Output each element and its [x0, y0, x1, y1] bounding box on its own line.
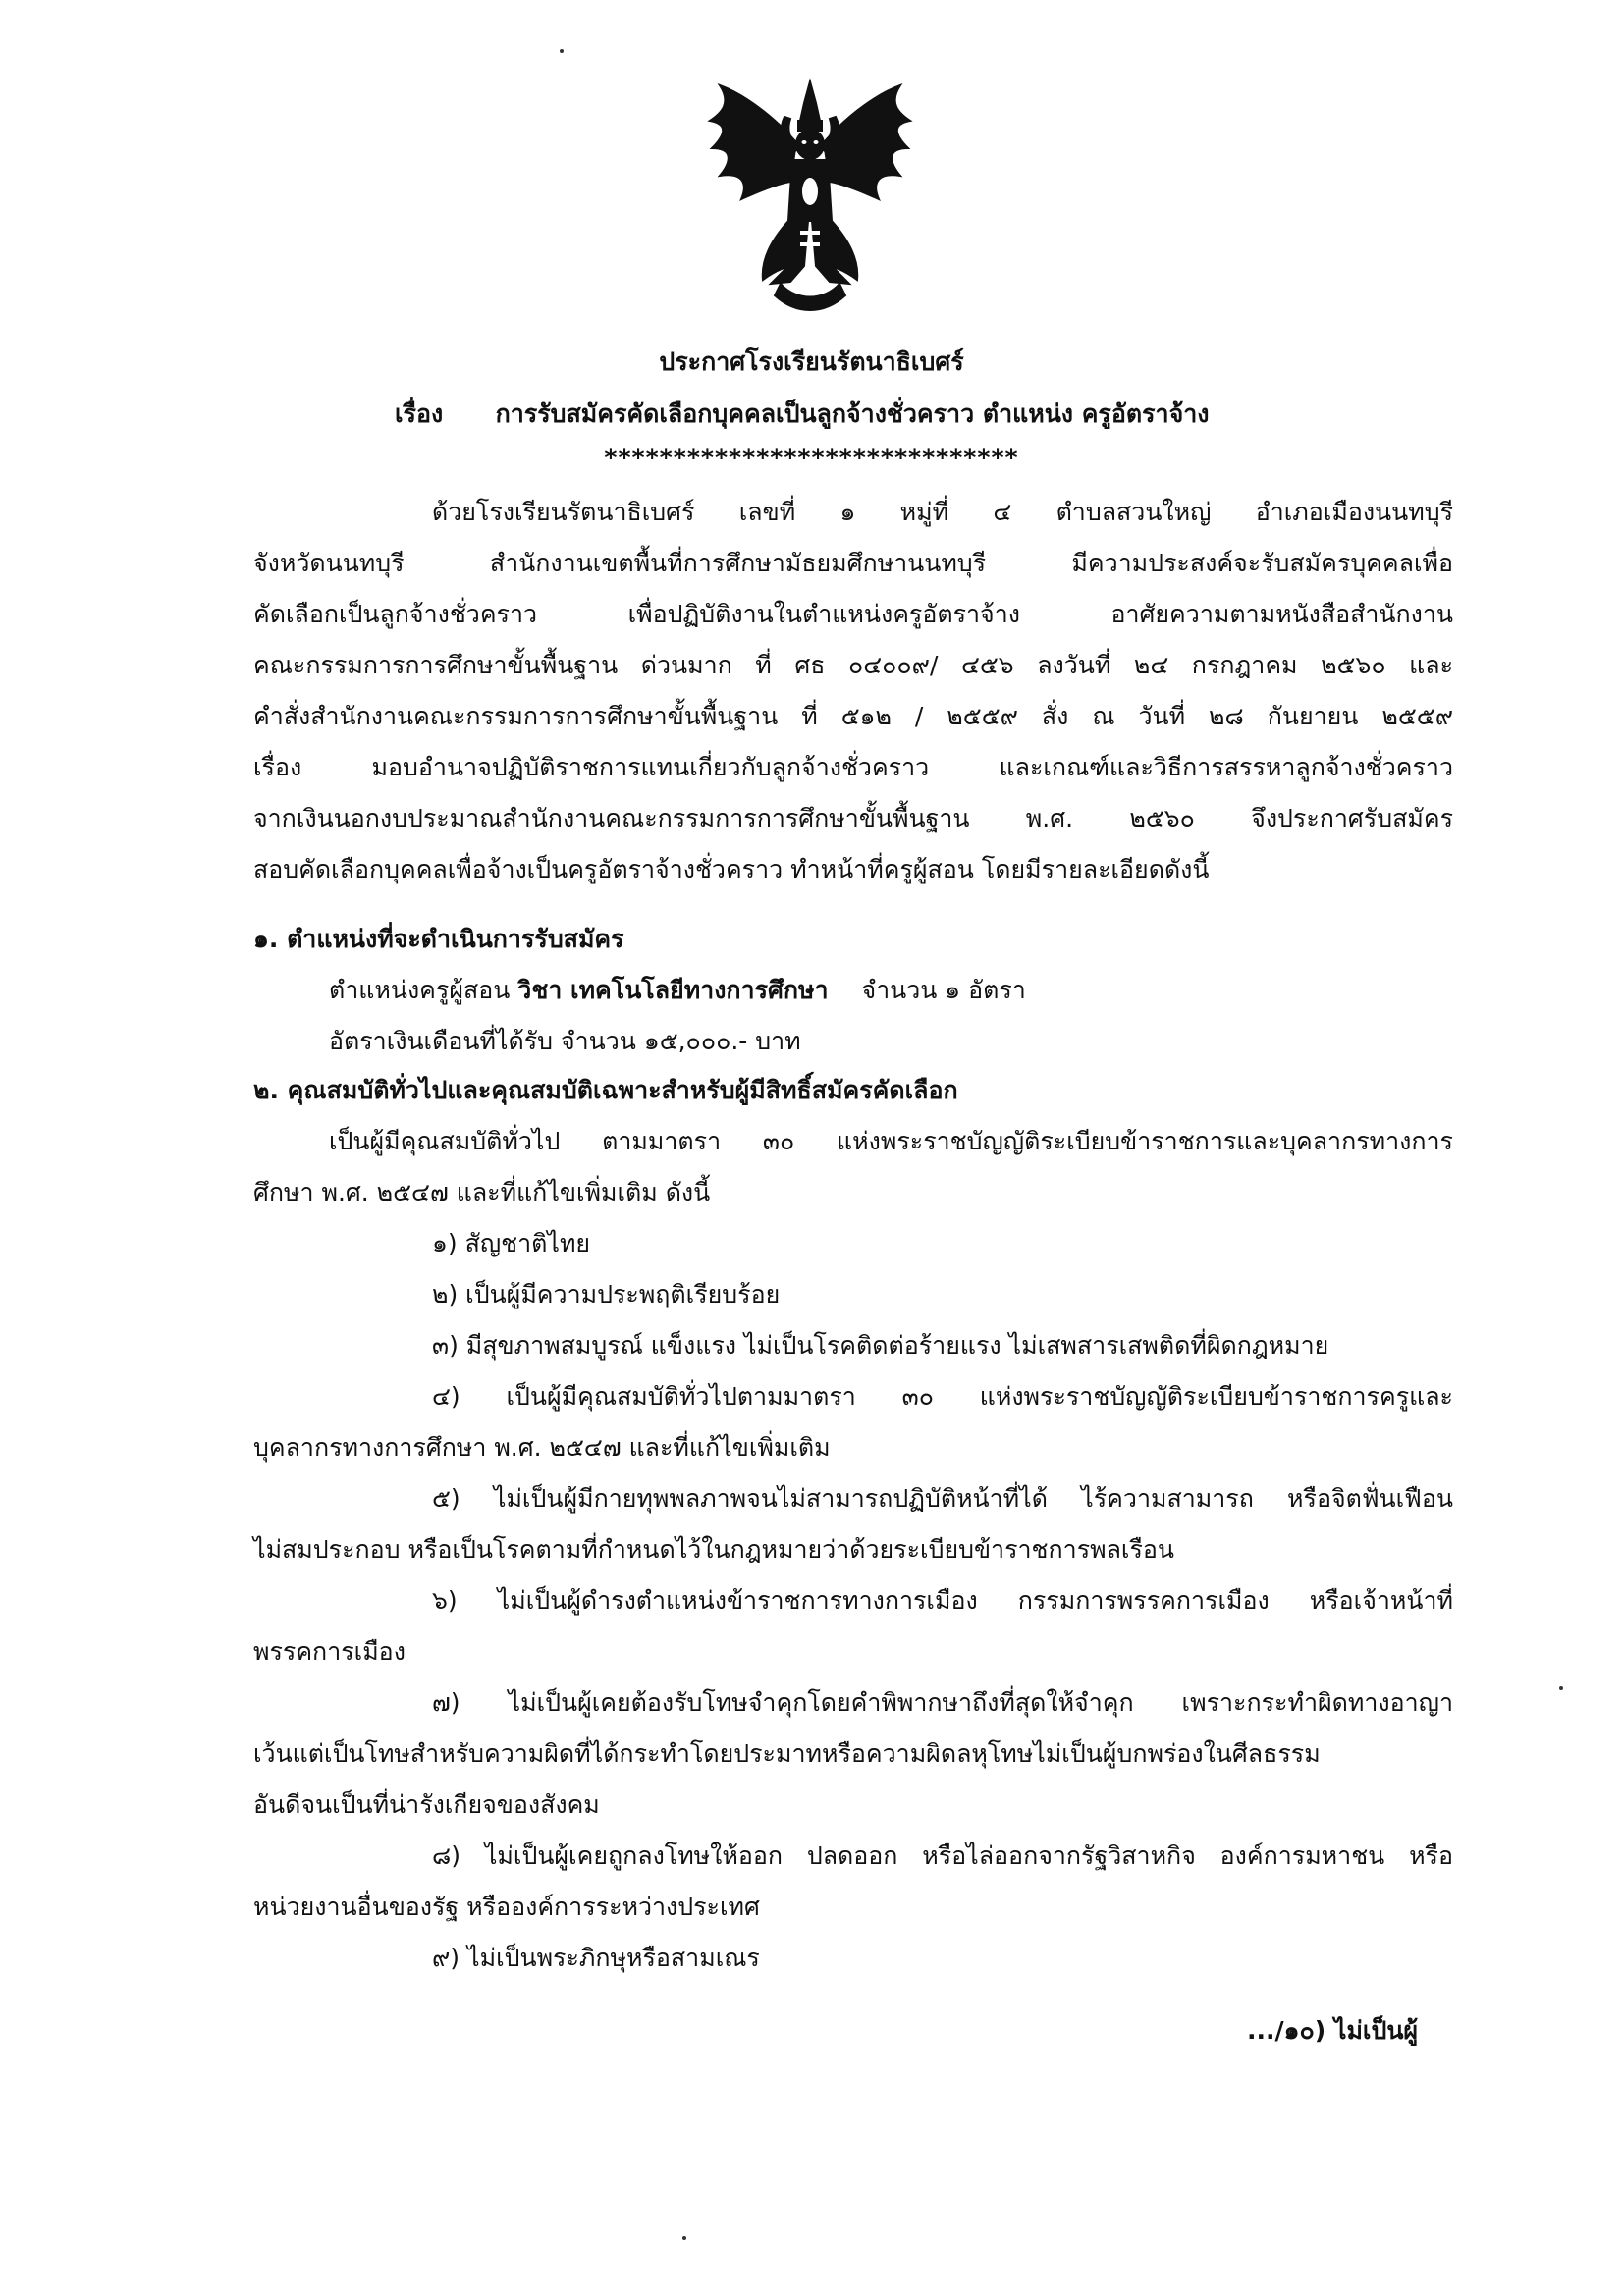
intro-line: เรื่อง มอบอำนาจปฏิบัติราชการแทนเกี่ยวกับลูกจ้างชั่วคราว และเกณฑ์และวิธีการสรรหาลูกจ้างชั่วคราว — [253, 753, 1453, 781]
qualification-item-cont: อันดีจนเป็นที่น่ารังเกียจของสังคม — [253, 1790, 600, 1819]
qualification-item: ๔) เป็นผู้มีคุณสมบัติทั่วไปตามมาตรา ๓๐ แห่งพระราชบัญญัติระเบียบข้าราชการครูและ — [432, 1382, 1453, 1411]
announcement-title: ประกาศโรงเรียนรัตนาธิเบศร์ — [659, 347, 964, 376]
subject-label: เรื่อง — [395, 400, 444, 428]
title-separator: ****************************** — [604, 444, 1019, 472]
scan-speck — [682, 2236, 686, 2240]
section2-heading: ๒. คุณสมบัติทั่วไปและคุณสมบัติเฉพาะสำหรับผู้มีสิทธิ์สมัครคัดเลือก — [253, 1076, 958, 1104]
section2-intro-line: ศึกษา พ.ศ. ๒๕๔๗ และที่แก้ไขเพิ่มเติม ดังนี้ — [253, 1178, 711, 1206]
section1-position — [329, 974, 1026, 1007]
intro-line: จากเงินนอกงบประมาณสำนักงานคณะกรรมการการศึกษาขั้นพื้นฐาน พ.ศ. ๒๕๖๐ จึงประกาศรับสมัคร — [253, 804, 1453, 832]
qualification-item: ๘) ไม่เป็นผู้เคยถูกลงโทษให้ออก ปลดออก หรือไล่ออกจากรัฐวิสาหกิจ องค์การมหาชน หรือ — [432, 1842, 1453, 1870]
qualification-item-cont: บุคลากรทางการศึกษา พ.ศ. ๒๕๔๗ และที่แก้ไขเพิ่มเติม — [253, 1433, 831, 1462]
subject-text: การรับสมัครคัดเลือกบุคคลเป็นลูกจ้างชั่วคราว ตำแหน่ง ครูอัตราจ้าง — [495, 400, 1210, 428]
scan-speck — [560, 49, 564, 53]
intro-line: คัดเลือกเป็นลูกจ้างชั่วคราว เพื่อปฏิบัติงานในตำแหน่งครูอัตราจ้าง อาศัยความตามหนังสือสำนักงาน — [253, 600, 1453, 628]
qualification-item: ๑) สัญชาติไทย — [432, 1229, 591, 1257]
position-subject: วิชา เทคโนโลยีทางการศึกษา — [517, 976, 829, 1004]
qualification-item: ๒) เป็นผู้มีความประพฤติเรียบร้อย — [432, 1280, 781, 1308]
intro-line: ด้วยโรงเรียนรัตนาธิเบศร์ เลขที่ ๑ หมู่ที่ ๔ ตำบลสวนใหญ่ อำเภอเมืองนนทบุรี — [432, 498, 1453, 526]
intro-line: คำสั่งสำนักงานคณะกรรมการการศึกษาขั้นพื้นฐาน ที่ ๕๑๒ / ๒๕๕๙ สั่ง ณ วันที่ ๒๘ กันยายน ๒๕๕๙ — [253, 702, 1453, 730]
qualification-item: ๗) ไม่เป็นผู้เคยต้องรับโทษจำคุกโดยคำพิพากษาถึงที่สุดให้จำคุก เพราะกระทำผิดทางอาญา — [432, 1688, 1453, 1717]
intro-line: คณะกรรมการการศึกษาขั้นพื้นฐาน ด่วนมาก ที่ ศธ ๐๔๐๐๙/ ๔๕๖ ลงวันที่ ๒๔ กรกฎาคม ๒๕๖๐ และ — [253, 651, 1453, 679]
intro-line: สอบคัดเลือกบุคคลเพื่อจ้างเป็นครูอัตราจ้างชั่วคราว ทำหน้าที่ครูผู้สอน โดยมีรายละเอียดดังนี้ — [253, 855, 1210, 883]
scan-speck — [1559, 1686, 1563, 1690]
position-prefix: ตำแหน่งครูผู้สอน — [329, 976, 511, 1004]
qualification-item-cont: พรรคการเมือง — [253, 1637, 406, 1666]
qualification-item: ๓) มีสุขภาพสมบูรณ์ แข็งแรง ไม่เป็นโรคติดต่อร้ายแรง ไม่เสพสารเสพติดที่ผิดกฎหมาย — [432, 1331, 1329, 1360]
section2-intro-line: เป็นผู้มีคุณสมบัติทั่วไป ตามมาตรา ๓๐ แห่งพระราชบัญญัติระเบียบข้าราชการและบุคลากรทางการ — [329, 1127, 1453, 1155]
section1-salary: อัตราเงินเดือนที่ได้รับ จำนวน ๑๕,๐๐๐.- บาท — [329, 1027, 801, 1055]
qualification-item: ๙) ไม่เป็นพระภิกษุหรือสามเณร — [432, 1944, 760, 1972]
announcement-subject — [395, 398, 1209, 431]
qualification-item-cont: หน่วยงานอื่นของรัฐ หรือองค์การระหว่างประเทศ — [253, 1893, 760, 1921]
qualification-item-cont: ไม่สมประกอบ หรือเป็นโรคตามที่กำหนดไว้ในกฎหมายว่าด้วยระเบียบข้าราชการพลเรือน — [253, 1535, 1175, 1564]
qualification-item-cont: เว้นแต่เป็นโทษสำหรับความผิดที่ได้กระทำโดยประมาทหรือความผิดลหุโทษไม่เป็นผู้บกพร่องในศีลธรรม — [253, 1739, 1321, 1768]
qualification-item: ๖) ไม่เป็นผู้ดำรงตำแหน่งข้าราชการทางการเมือง กรรมการพรรคการเมือง หรือเจ้าหน้าที่ — [432, 1586, 1453, 1615]
intro-line: จังหวัดนนทบุรี สำนักงานเขตพื้นที่การศึกษามัธยมศึกษานนทบุรี มีความประสงค์จะรับสมัครบุคคลเพื่อ — [253, 549, 1453, 577]
garuda-emblem-icon — [702, 74, 918, 319]
section1-heading: ๑. ตำแหน่งที่จะดำเนินการรับสมัคร — [253, 925, 624, 953]
qualification-item: ๕) ไม่เป็นผู้มีกายทุพพลภาพจนไม่สามารถปฏิบัติหน้าที่ได้ ไร้ความสามารถ หรือจิตฟั่นเฟือน — [432, 1484, 1453, 1513]
page-continuation: .../๑๐) ไม่เป็นผู้ — [1247, 2016, 1419, 2045]
position-count: จำนวน ๑ อัตรา — [861, 976, 1026, 1004]
